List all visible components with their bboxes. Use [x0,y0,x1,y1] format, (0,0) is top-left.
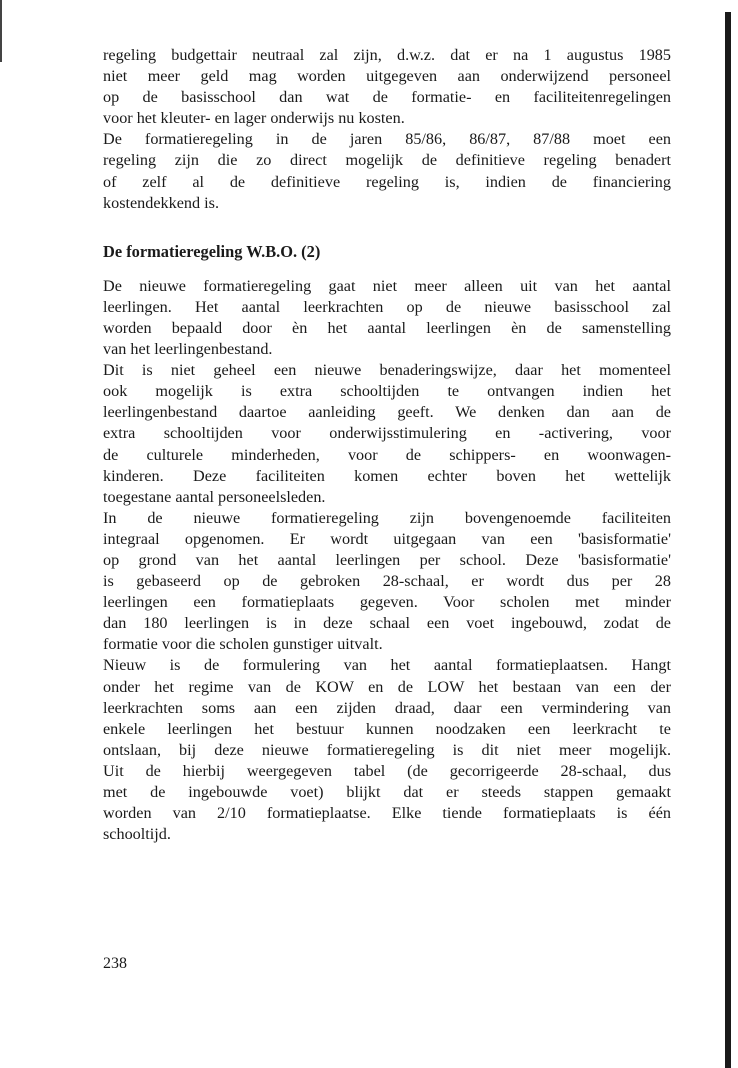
scan-left-edge-mark [0,0,2,62]
text-line: kinderen. Deze faciliteiten komen echter boven het wettelijk [103,466,671,485]
text-line: Dit is niet geheel een nieuwe benaderingswijze, daar het momenteel [103,361,671,380]
text-line: worden bepaald door èn het aantal leerlingen èn de samenstelling [103,318,671,337]
text-line: ontslaan, bij deze nieuwe formatieregeling is dit niet meer mogelijk. [103,740,671,759]
paragraph [103,45,671,129]
text-line: De nieuwe formatieregeling gaat niet meer alleen uit van het aantal [103,276,671,295]
text-line: leerlingen. Het aantal leerkrachten op de nieuwe basisschool zal [103,297,671,316]
page-body [103,45,671,845]
text-line: toegestane aantal personeelsleden. [103,487,326,506]
text-line: extra schooltijden voor onderwijsstimulering en -activering, voor [103,424,671,443]
text-line: enkele leerlingen het bestuur kunnen noodzaken een leerkracht te [103,719,671,738]
text-line: formatie voor die scholen gunstiger uitvalt. [103,635,383,654]
intro-section [103,45,671,214]
text-line: worden van 2/10 formatieplaatse. Elke tiende formatieplaats is één [103,804,671,823]
paragraph [103,508,671,656]
text-line: ook mogelijk is extra schooltijden te ontvangen indien het [103,382,671,401]
text-line: van het leerlingenbestand. [103,340,273,359]
paragraph [103,360,671,508]
text-line: In de nieuwe formatieregeling zijn bovengenoemde faciliteiten [103,508,671,527]
text-line: Nieuw is de formulering van het aantal formatieplaatsen. Hangt [103,656,671,675]
text-line: schooltijd. [103,825,171,844]
text-line: Uit de hierbij weergegeven tabel (de gecorrigeerde 28-schaal, dus [103,761,671,780]
paragraph [103,655,671,845]
page-number: 238 [103,955,127,972]
text-line: onder het regime van de KOW en de LOW het bestaan van een der [103,677,671,696]
text-line: leerlingenbestand daartoe aanleiding geeft. We denken dan aan de [103,403,671,422]
text-line: is gebaseerd op de gebroken 28-schaal, er wordt dus per 28 [103,572,671,591]
text-line: of zelf al de definitieve regeling is, indien de financiering [103,172,671,191]
text-line: regeling budgettair neutraal zal zijn, d.w.z. dat er na 1 augustus 1985 [103,46,671,64]
text-line: voor het kleuter- en lager onderwijs nu kosten. [103,109,405,128]
text-line: dan 180 leerlingen is in deze schaal een voet ingebouwd, zodat de [103,614,671,633]
text-line: De formatieregeling in de jaren 85/86, 86/87, 87/88 moet een [103,130,671,149]
paragraph [103,276,671,360]
text-line: de culturele minderheden, voor de schippers- en woonwagen- [103,445,671,464]
text-line: leerlingen een formatieplaats gegeven. Voor scholen met minder [103,593,671,612]
text-line: niet meer geld mag worden uitgegeven aan onderwijzend personeel [103,67,671,86]
text-line: integraal opgenomen. Er wordt uitgegaan van een 'basisformatie' [103,529,671,548]
formatieregeling-section [103,276,671,846]
text-line: op grond van het aantal leerlingen per school. Deze 'basisformatie' [103,550,671,569]
text-line: kostendekkend is. [103,193,219,212]
text-line: leerkrachten soms aan een zijden draad, daar een vermindering van [103,698,671,717]
section-heading: De formatieregeling W.B.O. (2) [103,241,321,261]
text-line: regeling zijn die zo direct mogelijk de definitieve regeling benadert [103,151,671,170]
text-line: op de basisschool dan wat de formatie- en faciliteitenregelingen [103,88,671,107]
paragraph [103,129,671,213]
text-line: met de ingebouwde voet) blijkt dat er steeds stappen gemaakt [103,783,671,801]
scan-right-edge-bar [725,12,731,1068]
